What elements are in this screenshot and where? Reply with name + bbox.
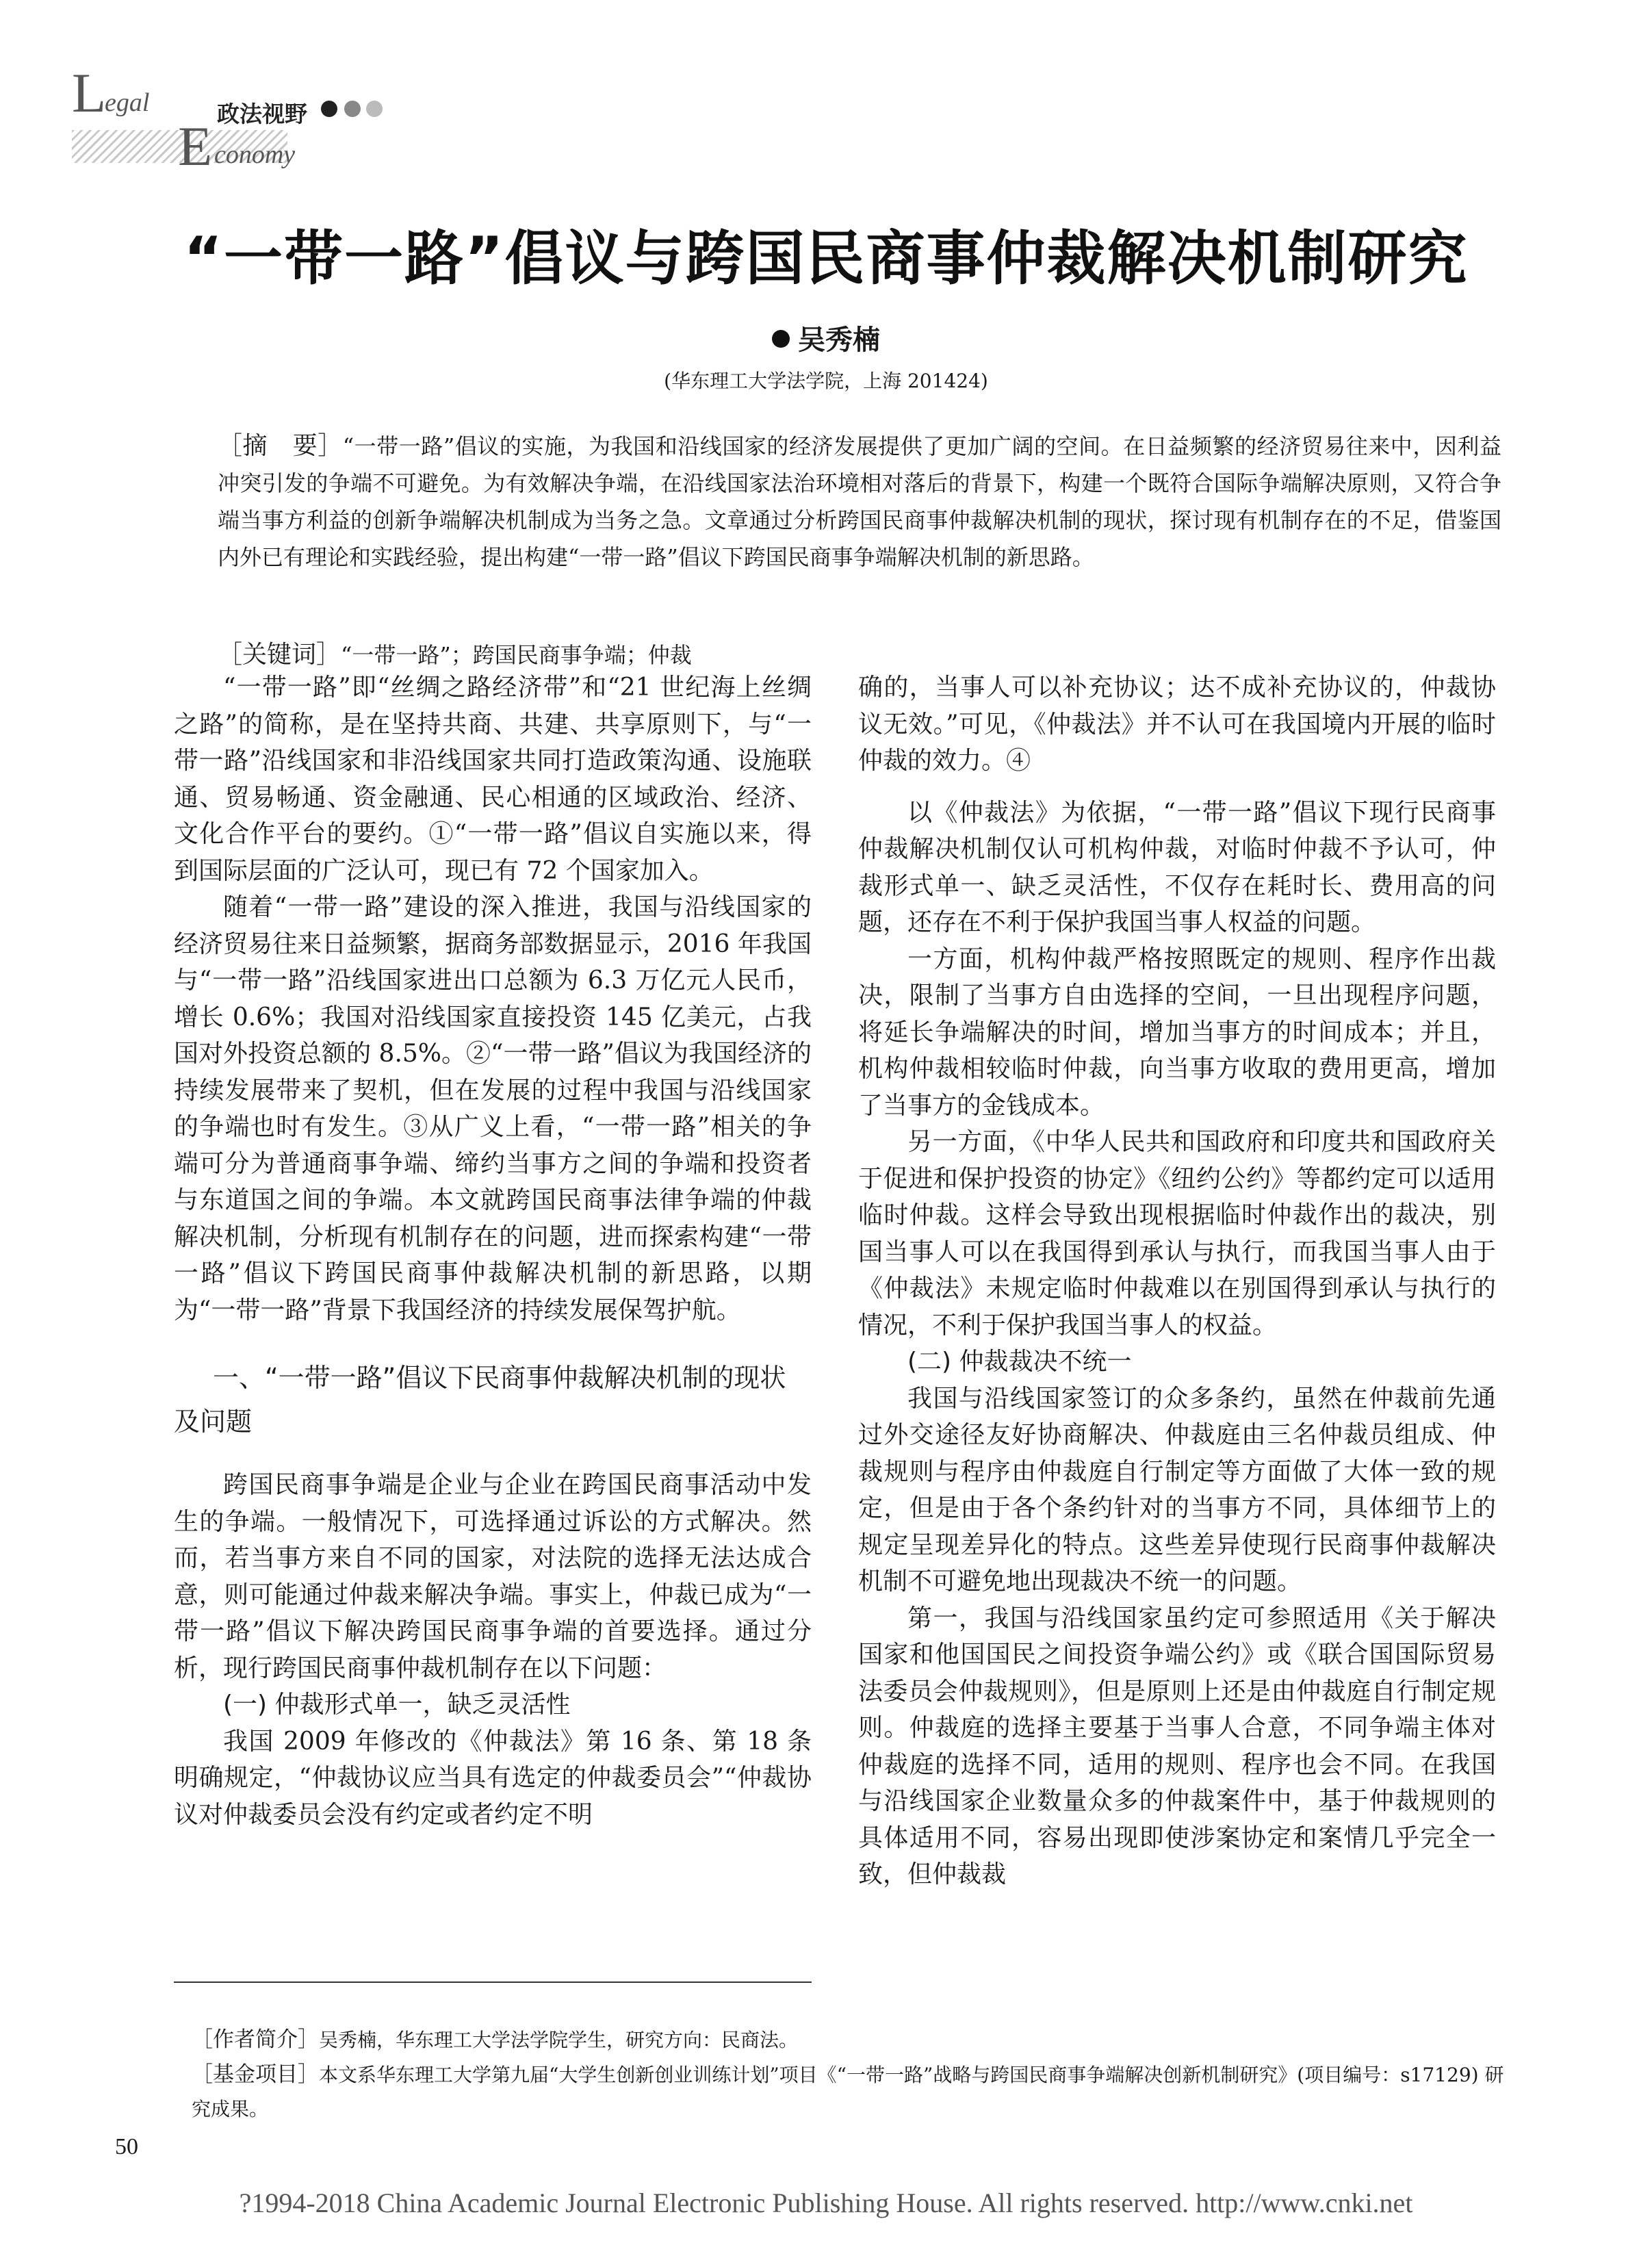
paragraph: 我国与沿线国家签订的众多条约，虽然在仲裁前先通过外交途径友好协商解决、仲裁庭由三名仲裁员组成、仲裁规则与程序由仲裁庭自行制定等方面做了大体一致的规定，但是由于各个条约针对的当事方不同，具体细节上的规定呈现差异化的特点。这些差异使现行民商事仲裁解决机制不可避免地出现裁决不统一的问题。	[858, 1384, 1496, 1595]
copyright-footer: ?1994-2018 China Academic Journal Electronic Publishing House. All rights reserved. http://www.cnki.net	[239, 2188, 1413, 2218]
paragraph: 以《仲裁法》为依据，“一带一路”倡议下现行民商事仲裁解决机制仅认可机构仲裁，对临时仲裁不予认可，仲裁形式单一、缺乏灵活性，不仅存在耗时长、费用高的问题，还存在不利于保护我国当事人权益的问题。	[858, 798, 1496, 936]
logo-letter-e: E	[178, 115, 213, 177]
page-number: 50	[115, 2134, 138, 2159]
paragraph: 随着“一带一路”建设的深入推进，我国与沿线国家的经济贸易往来日益频繁，据商务部数据显示，2016 年我国与“一带一路”沿线国家进出口总额为 6.3 万亿元人民币，增长 0.6%；我国对沿线国家直接投资 145 亿美元，占我国对外投资总额的 8.5%。②“一带一路”倡议为我国经济的持续发展带来了契机，但在发展的过程中我国与沿线国家的争端也时有发生。③从广义上看，“一带一路”相关的争端可分为普通商事争端、缔约当事方之间的争端和投资者与东道国之间的争端。本文就跨国民商事法律争端的仲裁解决机制，分析现有机制存在的问题，进而探索构建“一带一路”倡议下跨国民商事仲裁解决机制的新思路，以期为“一带一路”背景下我国经济的持续发展保驾护航。	[174, 893, 812, 1324]
section-heading: 一、“一带一路”倡议下民商事仲裁解决机制的现状及问题	[174, 1363, 786, 1437]
paragraph: “一带一路”即“丝绸之路经济带”和“21 世纪海上丝绸之路”的简称，是在坚持共商、共建、共享原则下，与“一带一路”沿线国家和非沿线国家共同打造政策沟通、设施联通、贸易畅通、资金融通、民心相通的区域政治、经济、文化合作平台的要约。①“一带一路”倡议自实施以来，得到国际层面的广泛认可，现已有 72 个国家加入。	[174, 673, 812, 885]
author-affiliation: (华东理工大学法学院，上海 201424)	[664, 370, 988, 392]
paragraph: 我国 2009 年修改的《仲裁法》第 16 条、第 18 条明确规定，“仲裁协议应当具有选定的仲裁委员会”“仲裁协议对仲裁委员会没有约定或者约定不明	[174, 1727, 812, 1829]
logo-letter-l: L	[72, 62, 107, 124]
left-column	[174, 669, 812, 1833]
header-dot-1	[321, 101, 337, 117]
header-dot-3	[366, 101, 383, 117]
author-name: 吴秀楠	[798, 324, 880, 356]
article-title: “一带一路”倡议与跨国民商事仲裁解决机制研究	[183, 224, 1469, 293]
fund-label: ［基金项目］	[192, 2062, 319, 2087]
author-line	[0, 318, 1652, 357]
abstract	[218, 428, 1501, 576]
journal-header	[72, 62, 455, 177]
logo-word-egal: egal	[105, 88, 150, 117]
author-bullet-icon	[772, 330, 790, 348]
subsection-heading: (一) 仲裁形式单一，缺乏灵活性	[223, 1691, 571, 1719]
column-name: 政法视野	[217, 101, 307, 127]
paragraph: 一方面，机构仲裁严格按照既定的规则、程序作出裁决，限制了当事方自由选择的空间，一旦出现程序问题，将延长争端解决的时间，增加当事方的时间成本；并且，机构仲裁相较临时仲裁，向当事方收取的费用更高，增加了当事方的金钱成本。	[858, 945, 1496, 1120]
footnote-rule	[174, 1981, 812, 1983]
keywords-text: “一带一路”；跨国民商事争端；仲裁	[341, 642, 692, 668]
fund-note	[192, 2057, 1512, 2127]
right-column	[858, 669, 1496, 1893]
paragraph: 确的，当事人可以补充协议；达不成补充协议的，仲裁协议无效。”可见，《仲裁法》并不认可在我国境内开展的临时仲裁的效力。④	[858, 673, 1496, 775]
keywords	[218, 637, 692, 673]
keywords-label: ［关键词］	[218, 641, 341, 669]
abstract-text: “一带一路”倡议的实施，为我国和沿线国家的经济发展提供了更加广阔的空间。在日益频繁的经济贸易往来中，因利益冲突引发的争端不可避免。为有效解决争端，在沿线国家法治环境相对落后的背景下，构建一个既符合国际争端解决原则，又符合争端当事方利益的创新争端解决机制成为当务之急。文章通过分析跨国民商事仲裁解决机制的现状，探讨现有机制存在的不足，借鉴国内外已有理论和实践经验，提出构建“一带一路”倡议下跨国民商事争端解决机制的新思路。	[218, 433, 1501, 570]
header-dot-2	[344, 101, 361, 117]
footnotes	[192, 2023, 1512, 2127]
paragraph: 第一，我国与沿线国家虽约定可参照适用《关于解决国家和他国国民之间投资争端公约》或《联合国国际贸易法委员会仲裁规则》，但是原则上还是由仲裁庭自行制定规则。仲裁庭的选择主要基于当事人合意，不同争端主体对仲裁庭的选择不同，适用的规则、程序也会不同。在我国与沿线国家企业数量众多的仲裁案件中，基于仲裁规则的具体适用不同，容易出现即使涉案协定和案情几乎完全一致，但仲裁裁	[858, 1604, 1496, 1888]
logo-word-conomy: conomy	[214, 140, 296, 169]
paragraph: 跨国民商事争端是企业与企业在跨国民商事活动中发生的争端。一般情况下，可选择通过诉讼的方式解决。然而，若当事方来自不同的国家，对法院的选择无法达成合意，则可能通过仲裁来解决争端。事实上，仲裁已成为“一带一路”倡议下解决跨国民商事争端的首要选择。通过分析，现行跨国民商事仲裁机制存在以下问题：	[174, 1471, 812, 1682]
author-bio-text: 吴秀楠，华东理工大学法学院学生，研究方向：民商法。	[319, 2029, 799, 2051]
paragraph: 另一方面，《中华人民共和国政府和印度共和国政府关于促进和保护投资的协定》《纽约公约》等都约定可以适用临时仲裁。这样会导致出现根据临时仲裁作出的裁决，别国当事人可以在我国得到承认与执行，而我国当事人由于《仲裁法》未规定临时仲裁难以在别国得到承认与执行的情况，不利于保护我国当事人的权益。	[858, 1128, 1496, 1339]
author-bio-note	[192, 2023, 1512, 2057]
fund-text: 本文系华东理工大学第九届“大学生创新创业训练计划”项目《“一带一路”战略与跨国民商事争端解决创新机制研究》(项目编号：s17129) 研究成果。	[192, 2064, 1504, 2120]
abstract-label: ［摘 要］	[218, 432, 343, 460]
subsection-heading: (二) 仲裁裁决不统一	[907, 1348, 1132, 1376]
author-bio-label: ［作者简介］	[192, 2027, 319, 2052]
